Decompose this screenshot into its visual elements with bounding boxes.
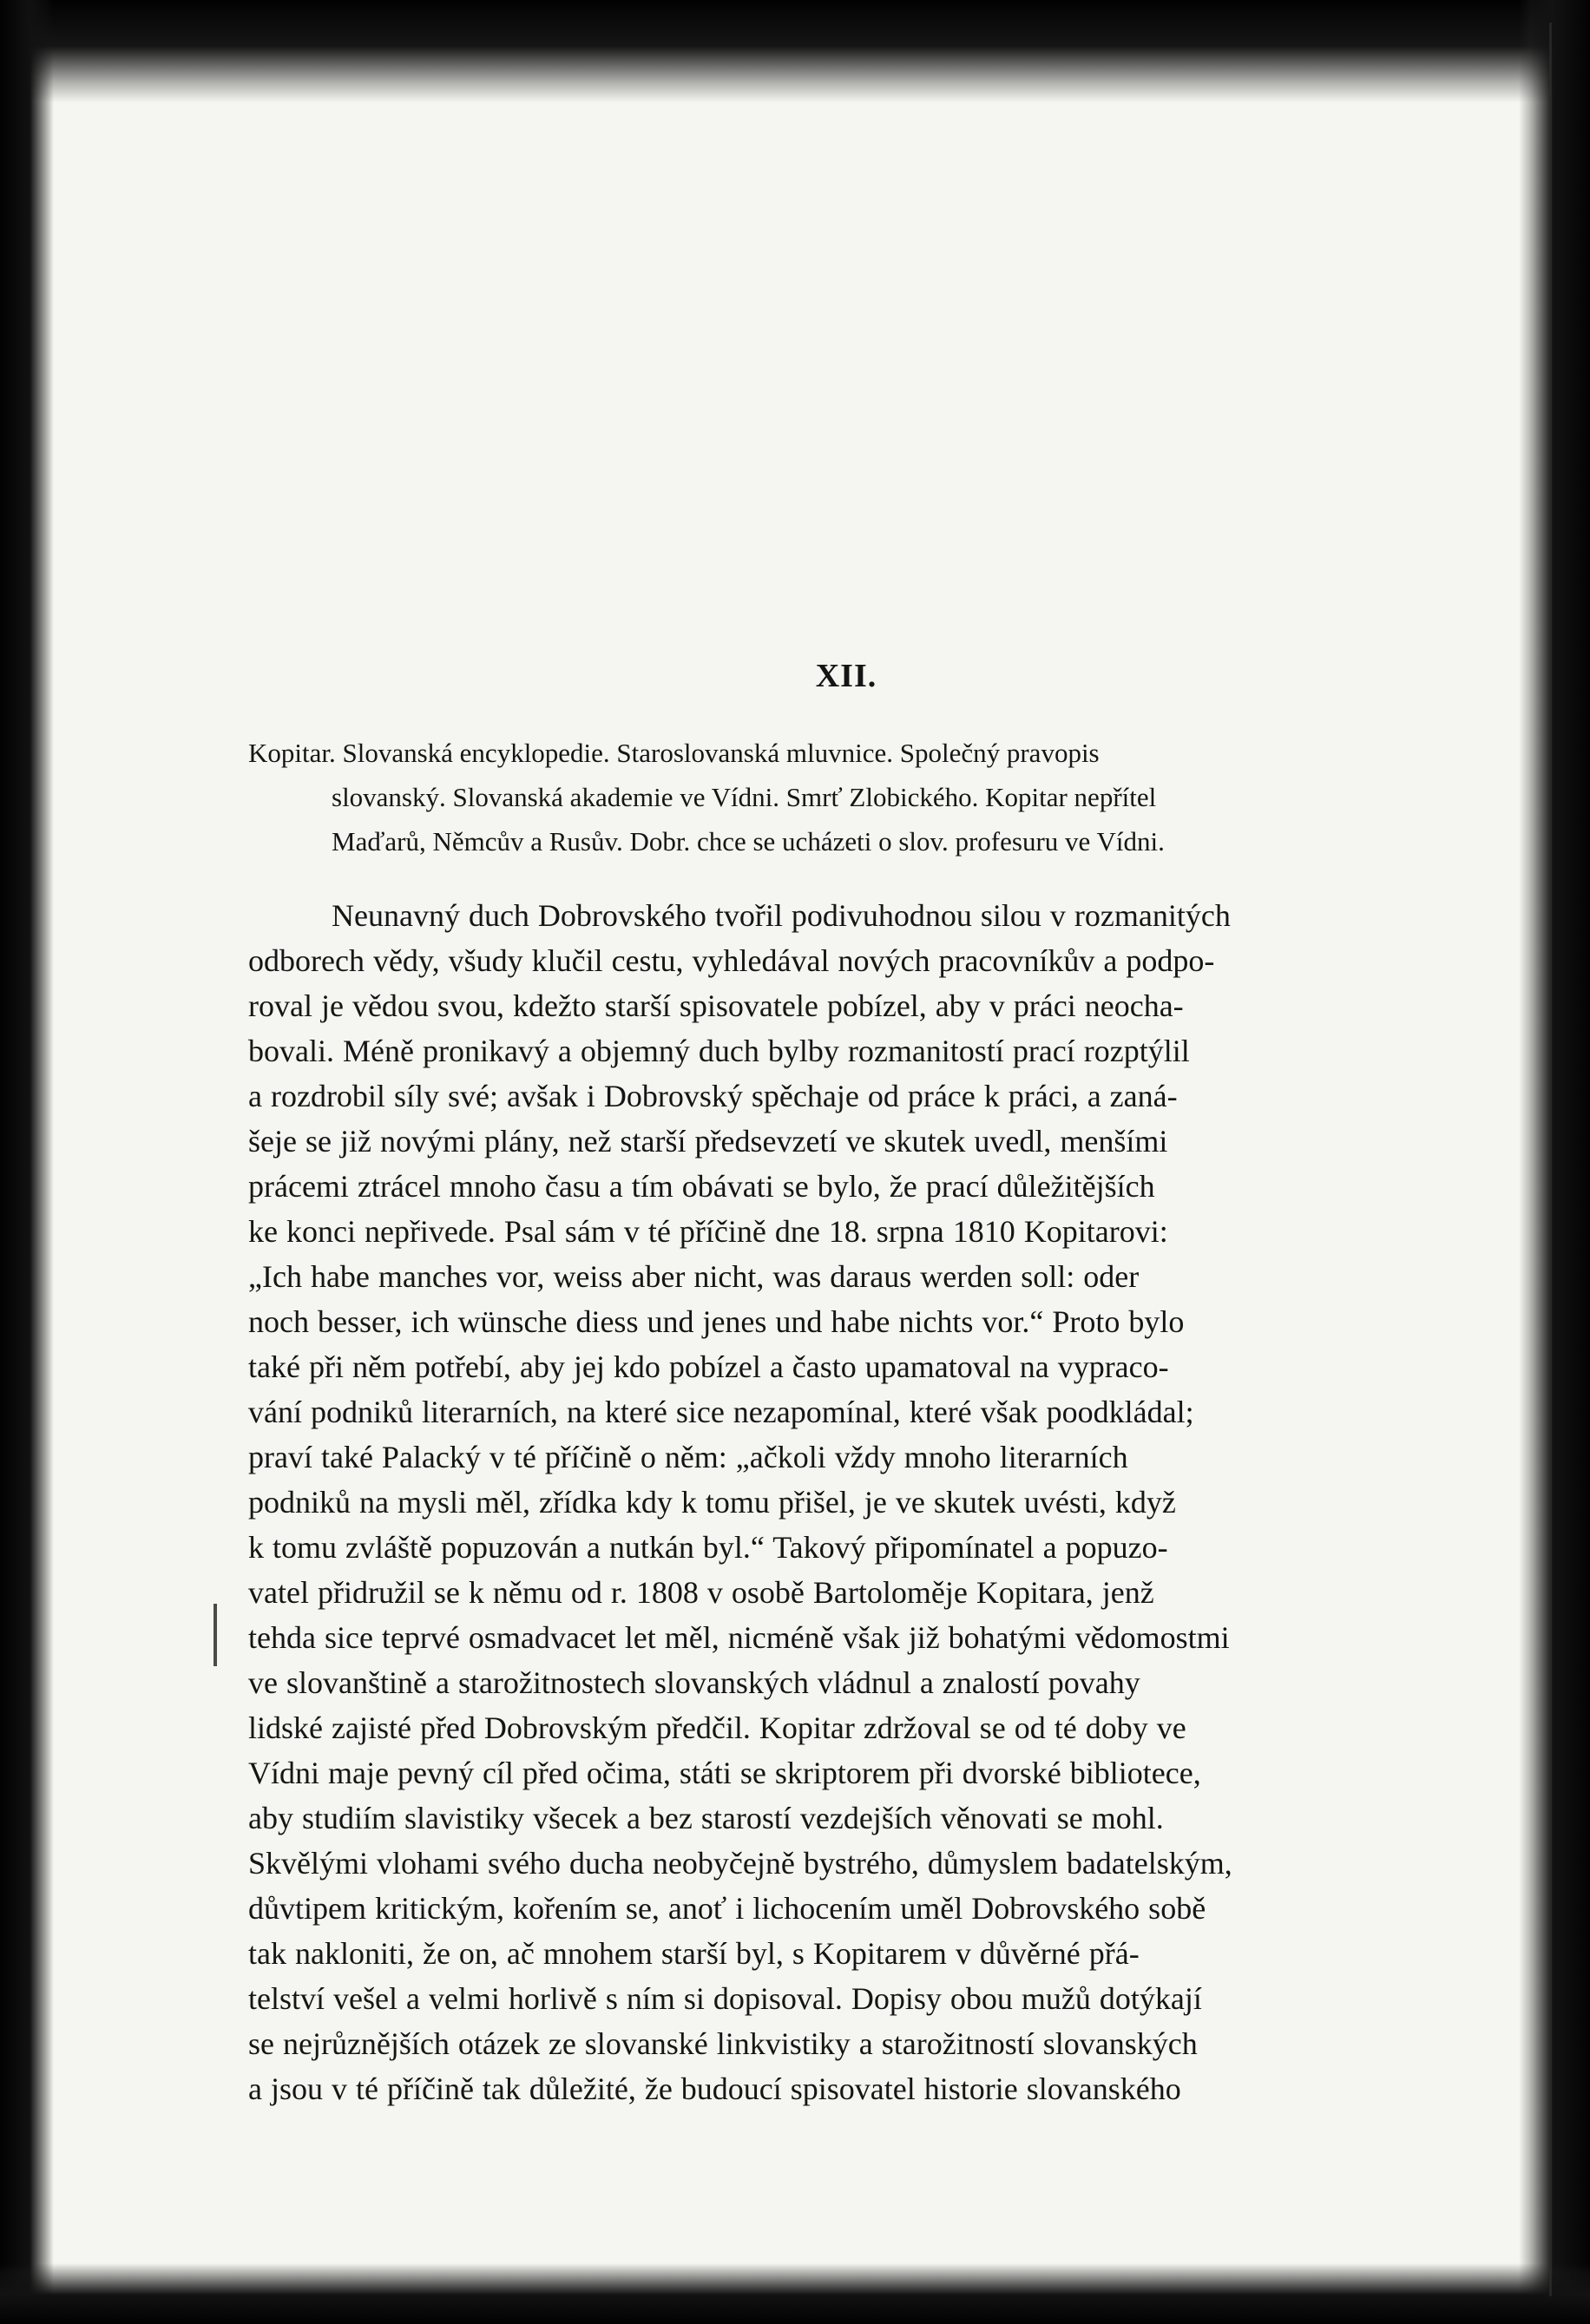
body-line: prácemi ztrácel mnoho času a tím obávati se bylo, že prací důležitějších: [248, 1169, 1155, 1204]
summary-line: Maďarů, Němcův a Rusův. Dobr. chce se ucházeti o slov. profesuru ve Vídni.: [332, 826, 1165, 857]
body-line: ve slovanštině a starožitnostech slovanských vládnul a znalostí povahy: [248, 1665, 1140, 1700]
body-line: bovali. Méně pronikavý a objemný duch bylby rozmanitostí prací rozptýlil: [248, 1034, 1190, 1068]
chapter-number: XII.: [815, 658, 877, 694]
body-line: a rozdrobil síly své; avšak i Dobrovský spěchaje od práce k práci, a zaná-: [248, 1079, 1178, 1113]
body-line: také při něm potřebí, aby jej kdo pobízel a často upamatoval na vypraco-: [248, 1349, 1169, 1384]
scan-edge-right: [1519, 0, 1590, 2324]
body-line: a jsou v té příčině tak důležité, že budoucí spisovatel historie slovanského: [248, 2071, 1181, 2106]
body-line: Neunavný duch Dobrovského tvořil podivuhodnou silou v rozmanitých: [332, 898, 1231, 933]
scan-edge-left: [0, 0, 54, 2324]
body-line: se nejrůznějších otázek ze slovanské linkvistiky a starožitností slovanských: [248, 2026, 1198, 2061]
body-line: Skvělými vlohami svého ducha neobyčejně bystrého, důmyslem badatelským,: [248, 1846, 1232, 1881]
chapter-summary: [248, 731, 1444, 863]
body-line: telství vešel a velmi horlivě s ním si dopisoval. Dopisy obou mužů dotýkají: [248, 1981, 1202, 2016]
body-line: šeje se již novými plány, než starší předsevzetí ve skutek uvedl, menšími: [248, 1124, 1168, 1159]
chapter-body: [248, 893, 1444, 2111]
summary-line: slovanský. Slovanská akademie ve Vídni. Smrť Zlobického. Kopitar nepřítel: [332, 782, 1157, 812]
body-line: důvtipem kritickým, kořením se, anoť i lichocením uměl Dobrovského sobě: [248, 1891, 1206, 1926]
body-line: lidské zajisté před Dobrovským předčil. Kopitar zdržoval se od té doby ve: [248, 1710, 1186, 1745]
summary-line: Kopitar. Slovanská encyklopedie. Staroslovanská mluvnice. Společný pravopis: [248, 738, 1100, 768]
scan-edge-top: [0, 0, 1590, 102]
book-page: [248, 660, 1444, 2161]
body-line: roval je vědou svou, kdežto starší spisovatele pobízel, aby v práci neocha-: [248, 988, 1184, 1023]
body-line: vatel přidružil se k němu od r. 1808 v osobě Bartoloměje Kopitara, jenž: [248, 1575, 1154, 1610]
margin-pencil-mark: [214, 1604, 217, 1666]
body-line: „Ich habe manches vor, weiss aber nicht, was daraus werden soll: oder: [248, 1259, 1140, 1294]
body-line: aby studiím slavistiky všecek a bez starostí vezdejších věnovati se mohl.: [248, 1801, 1164, 1835]
body-line: k tomu zvláště popuzován a nutkán byl.“ Takový připomínatel a popuzo-: [248, 1530, 1168, 1565]
body-line: Vídni maje pevný cíl před očima, státi se skriptorem při dvorské bibliotece,: [248, 1756, 1201, 1790]
body-line: noch besser, ich wünsche diess und jenes und habe nichts vor.“ Proto bylo: [248, 1304, 1185, 1339]
body-line: praví také Palacký v té příčině o něm: „ačkoli vždy mnoho literarních: [248, 1440, 1128, 1474]
body-line: tak nakloniti, že on, ač mnohem starší byl, s Kopitarem v důvěrné přá-: [248, 1936, 1140, 1971]
scan-edge-bottom: [0, 2263, 1590, 2324]
body-line: tehda sice teprvé osmadvacet let měl, nicméně však již bohatými vědomostmi: [248, 1620, 1230, 1655]
body-line: ke konci nepřivede. Psal sám v té příčině dne 18. srpna 1810 Kopitarovi:: [248, 1214, 1168, 1249]
body-line: podniků na mysli měl, zřídka kdy k tomu přišel, je ve skutek uvésti, když: [248, 1485, 1176, 1520]
body-line: odborech vědy, všudy klučil cestu, vyhledával nových pracovníkův a podpo-: [248, 943, 1215, 978]
body-line: vání podniků literarních, na které sice nezapomínal, které však poodkládal;: [248, 1395, 1194, 1429]
page-fold-line: [1549, 23, 1552, 2296]
